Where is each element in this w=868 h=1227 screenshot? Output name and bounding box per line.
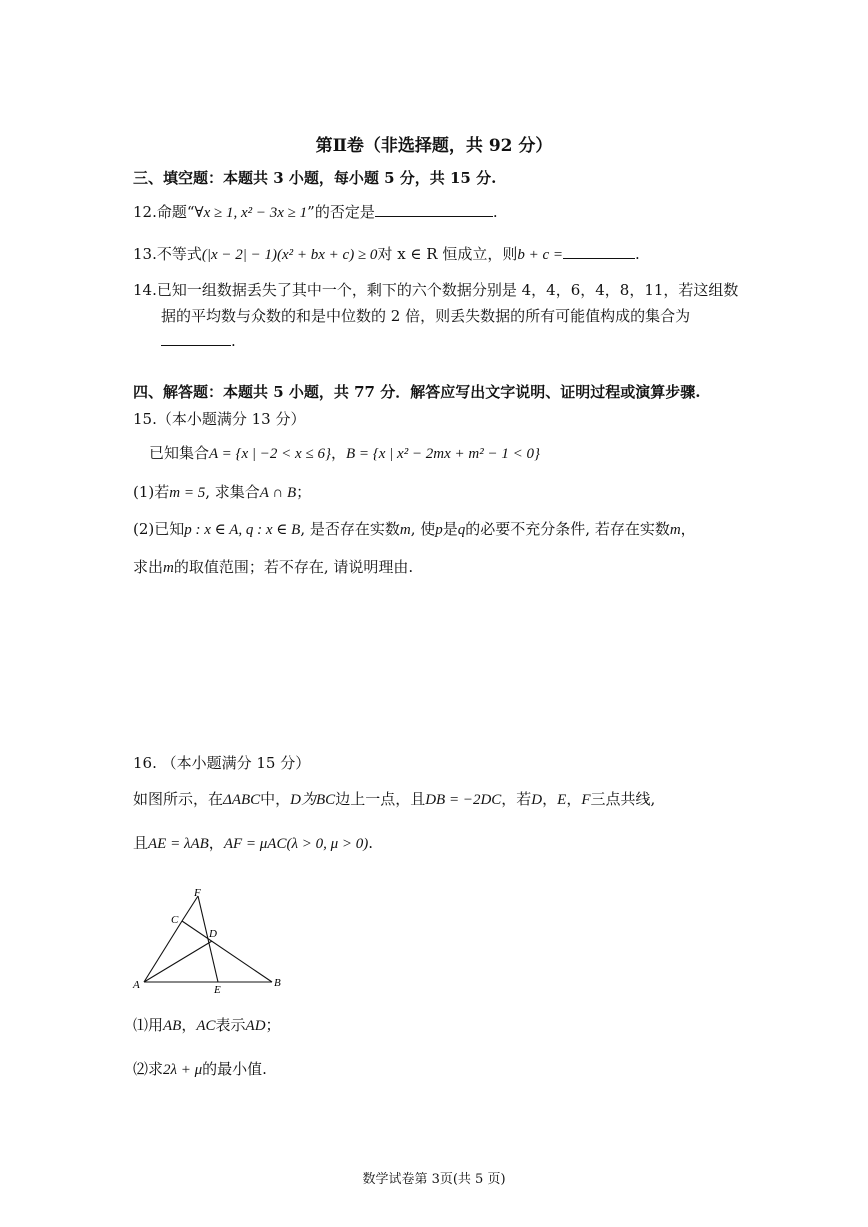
q15-header: 15.（本小题满分 13 分） [133,410,306,428]
q16-p1-ad: AD [245,1018,266,1034]
q16-p1-c: 表示 [215,1016,246,1034]
q15-set-b: B = {x | x² − 2mx + m² − 1 < 0} [345,446,540,462]
q16-p1-d: ； [265,1016,281,1034]
q15-p2-p: p [435,522,443,538]
q15-p2-c: , 使 [410,520,436,538]
q15-comma: ， [330,444,346,462]
label-A: A [133,979,140,991]
label-C: C [171,914,179,926]
q16-l1-a: 如图所示，在 [133,790,224,808]
q16-p2-a: ⑵求 [133,1060,164,1078]
q16-l1-f: ， [566,790,582,808]
segment-cf [182,896,198,921]
q16-p1-b: ， [181,1016,197,1034]
q16-p2-b: 的最小值. [202,1060,267,1078]
q15-p2-math: p : x ∈ A, q : x ∈ B [184,522,301,538]
q15-part1 [133,481,311,502]
q12-answer-blank[interactable] [375,202,493,217]
q16-l1-F: F [581,792,591,808]
q16-p1-ab: AB [163,1018,182,1034]
part3-heading: 三、填空题：本题共 3 小题，每小题 5 分，共 15 分. [133,169,497,187]
q12-end: . [492,203,498,221]
question-12 [133,201,498,222]
label-B: B [274,977,281,989]
q12-text-a: 12.命题“ [133,203,195,221]
segment-ac [144,921,182,982]
q15-p2-q: q [457,522,466,538]
label-F: F [194,887,201,899]
q15-part2-line2 [133,556,413,577]
q16-line2 [133,832,373,853]
q16-part2 [133,1058,267,1079]
q12-text-b: ”的否定是 [307,203,375,221]
q16-l2-a: 且 [133,834,149,852]
q16-l1-D: D [531,792,543,808]
q15-set-a: A = {x | −2 < x ≤ 6} [209,446,331,462]
label-E: E [214,984,221,994]
q13-math2: b + c = [517,247,564,263]
q16-l1-E: E [557,792,567,808]
q15-p2-e: 的必要不充分条件, 若存在实数 [465,520,670,538]
q15-given [149,442,540,463]
q16-l1-e: ， [542,790,558,808]
q13-answer-blank[interactable] [563,244,635,259]
q16-l1-c: 边上一点，且 [335,790,426,808]
q12-math: ∀x ≥ 1, x² − 3x ≥ 1 [194,205,308,221]
q15-p2l2-a: 求出 [133,558,164,576]
q13-end: . [635,245,640,263]
q16-l1-triangle: ΔABC [223,792,261,808]
q15-p2-m: m [399,522,411,538]
q16-l2-b: ， [208,834,224,852]
q16-l2-ae: AE = λAB [148,836,209,852]
q14-answer-blank[interactable] [161,331,231,346]
q15-p2l2-b: 的取值范围；若不存在, 请说明理由. [173,558,414,576]
q16-header: 16. （本小题满分 15 分） [133,754,311,772]
question-14-line2: 据的平均数与众数的和是中位数的 2 倍，则丢失数据的所有可能值构成的集合为 [161,307,691,325]
question-13 [133,243,640,264]
q15-part2-line1 [133,518,696,539]
q13-text-a: 13.不等式 [133,245,202,263]
q15-part1-prefix: (1)若 [133,483,170,501]
q16-l1-g: 三点共线, [590,790,656,808]
triangle-figure [128,882,298,994]
segment-ad [144,941,212,982]
q15-p2l2-m: m [163,560,174,576]
q15-p2-f: ， [680,520,696,538]
q16-part1 [133,1014,281,1035]
q16-l1-vector-eq: DB = −2DC [425,792,502,808]
q15-p2-d: 是 [442,520,458,538]
q15-part1-mid: , 求集合 [205,483,260,501]
q16-p1-ac: AC [196,1018,216,1034]
question-14-line3 [161,331,236,350]
q16-l1-dbc: D为BC [290,792,336,808]
q16-l2-af: AF = μAC(λ > 0, μ > 0) [223,836,369,852]
label-D: D [209,928,217,940]
q16-l1-b: 中， [260,790,291,808]
q16-l1-d: ，若 [501,790,532,808]
question-14-line1: 14.已知一组数据丢失了其中一个，剩下的六个数据分别是 4，4，6，4，8，11，若这组数 [133,281,739,299]
q16-p1-a: ⑴用 [133,1016,164,1034]
q16-p2-expr: 2λ + μ [163,1062,203,1078]
q15-given-prefix: 已知集合 [149,444,210,462]
q15-p2-m2: m [669,522,681,538]
q14-end: . [231,332,236,350]
q15-part1-end: ； [296,483,312,501]
page-footer: 数学试卷第 3页(共 5 页) [362,1172,506,1187]
q16-line1 [133,788,655,809]
q15-p2-a: (2)已知 [133,520,185,538]
q16-l2-c: . [368,834,373,852]
q15-p2-b: , 是否存在实数 [300,520,400,538]
section-title: 第Ⅱ卷（非选择题，共 92 分） [315,136,553,156]
q15-part1-math2: A ∩ B [259,485,297,501]
q15-part1-math: m = 5 [169,485,206,501]
q13-math: (|x − 2| − 1)(x² + bx + c) ≥ 0 [201,247,378,263]
part4-heading: 四、解答题：本题共 5 小题，共 77 分．解答应写出文字说明、证明过程或演算步骤. [133,383,701,401]
q13-text-b: 对 x ∈ R 恒成立，则 [377,245,518,263]
